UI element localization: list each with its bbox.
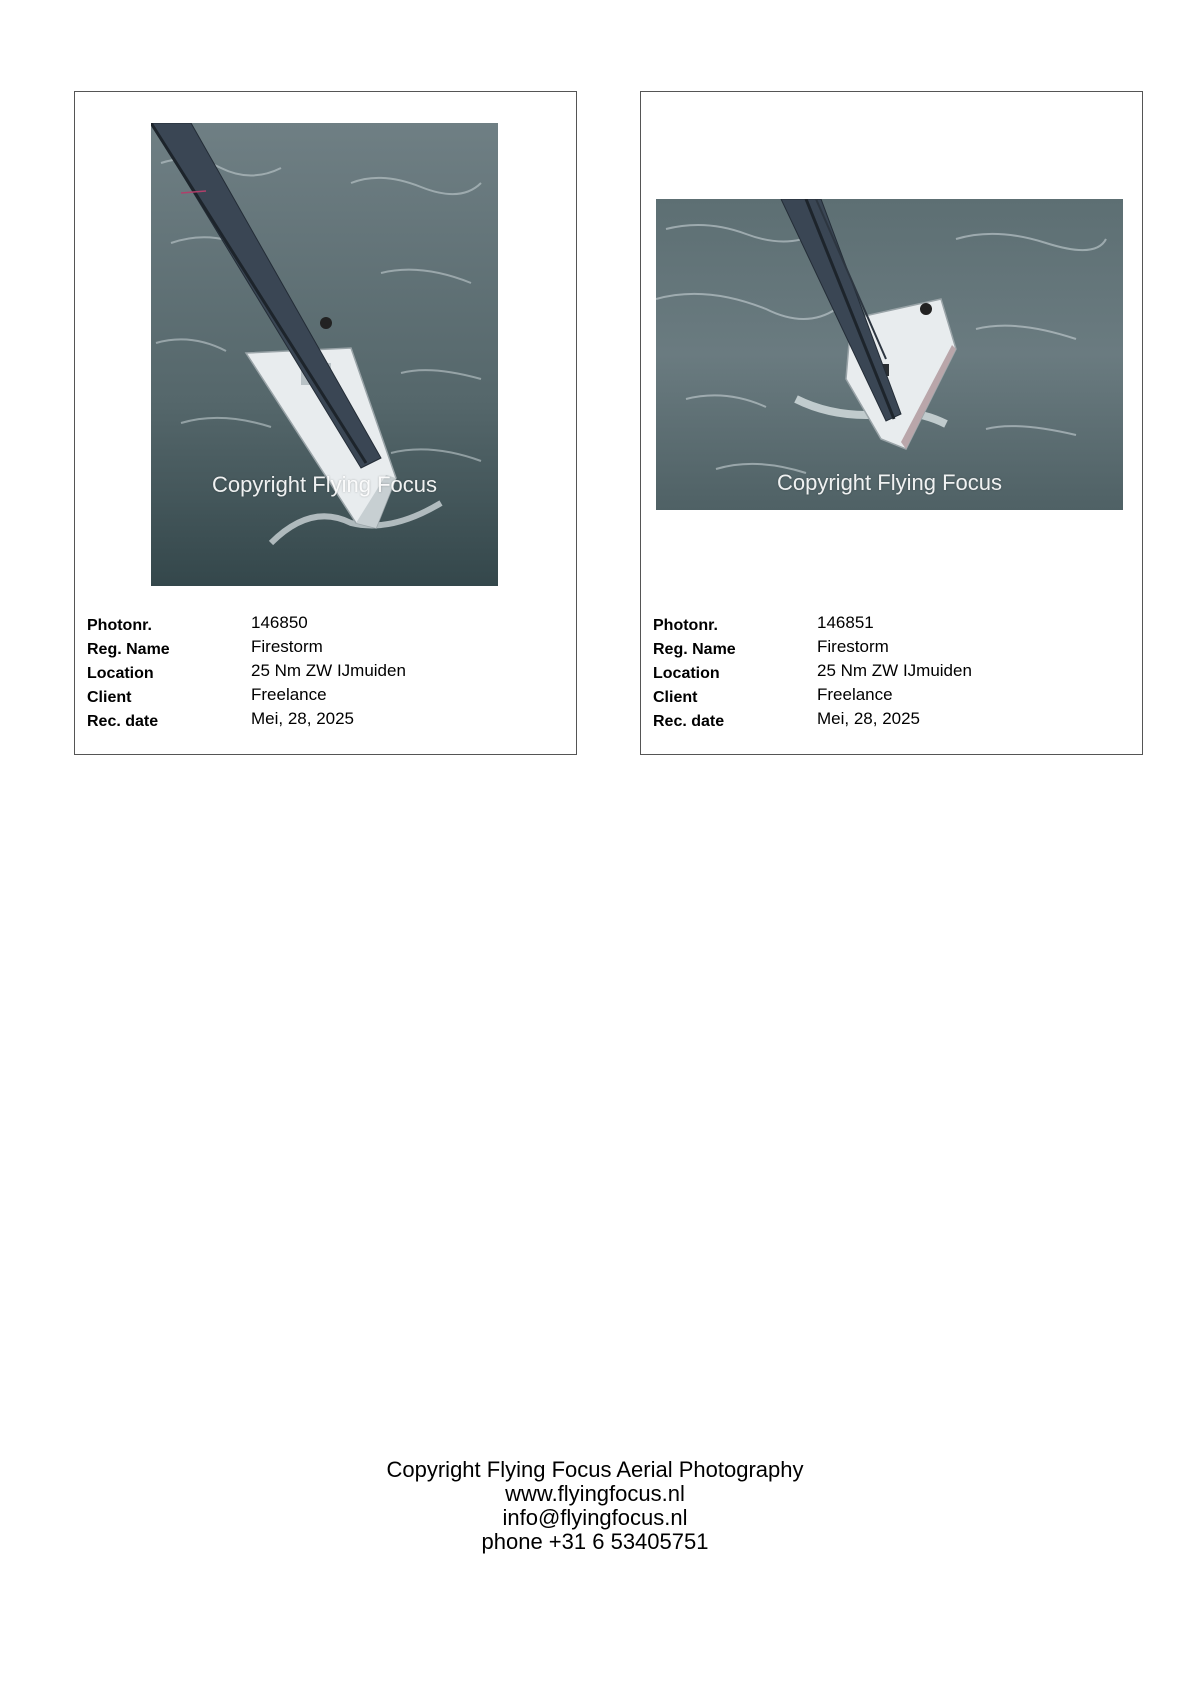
meta-value: Firestorm	[251, 637, 323, 656]
photo-metadata	[653, 613, 1123, 733]
meta-row-photonr	[87, 613, 557, 637]
meta-value: 25 Nm ZW IJmuiden	[817, 661, 972, 680]
website-link[interactable]: www.flyingfocus.nl	[505, 1481, 685, 1506]
meta-label: Location	[87, 665, 154, 682]
meta-value: Freelance	[817, 685, 893, 704]
contact-footer	[0, 1458, 1190, 1554]
meta-row-rec-date	[87, 709, 557, 733]
meta-label: Photonr.	[87, 617, 152, 634]
meta-row-rec-date	[653, 709, 1123, 733]
photo-card-146850	[74, 91, 577, 755]
meta-label: Rec. date	[87, 713, 159, 730]
copyright-watermark: Copyright Flying Focus	[777, 470, 1002, 495]
meta-row-reg-name	[87, 637, 557, 661]
copyright-line: Copyright Flying Focus Aerial Photography	[386, 1457, 804, 1482]
meta-label: Location	[653, 665, 720, 682]
sailboat-image	[656, 199, 1123, 510]
meta-label: Rec. date	[653, 713, 725, 730]
meta-label: Photonr.	[653, 617, 718, 634]
photo-card-146851	[640, 91, 1143, 755]
meta-row-location	[87, 661, 557, 685]
meta-label: Reg. Name	[87, 641, 170, 658]
meta-value: Mei, 28, 2025	[251, 709, 355, 728]
phone-line: phone +31 6 53405751	[481, 1529, 709, 1554]
meta-row-photonr	[653, 613, 1123, 637]
meta-value: Freelance	[251, 685, 327, 704]
meta-value: 146850	[251, 613, 308, 632]
meta-row-client	[653, 685, 1123, 709]
sailboat-image	[151, 123, 498, 586]
meta-value: 25 Nm ZW IJmuiden	[251, 661, 406, 680]
meta-row-client	[87, 685, 557, 709]
copyright-watermark: Copyright Flying Focus	[212, 472, 437, 497]
meta-value: Firestorm	[817, 637, 889, 656]
sailboat-photo[interactable]	[656, 199, 1123, 510]
photo-metadata	[87, 613, 557, 733]
sailboat-photo[interactable]	[151, 123, 498, 586]
meta-value: 146851	[817, 613, 874, 632]
email-link[interactable]: info@flyingfocus.nl	[502, 1505, 688, 1530]
meta-label: Client	[653, 689, 698, 706]
meta-label: Reg. Name	[653, 641, 736, 658]
meta-label: Client	[87, 689, 132, 706]
meta-value: Mei, 28, 2025	[817, 709, 921, 728]
meta-row-reg-name	[653, 637, 1123, 661]
meta-row-location	[653, 661, 1123, 685]
